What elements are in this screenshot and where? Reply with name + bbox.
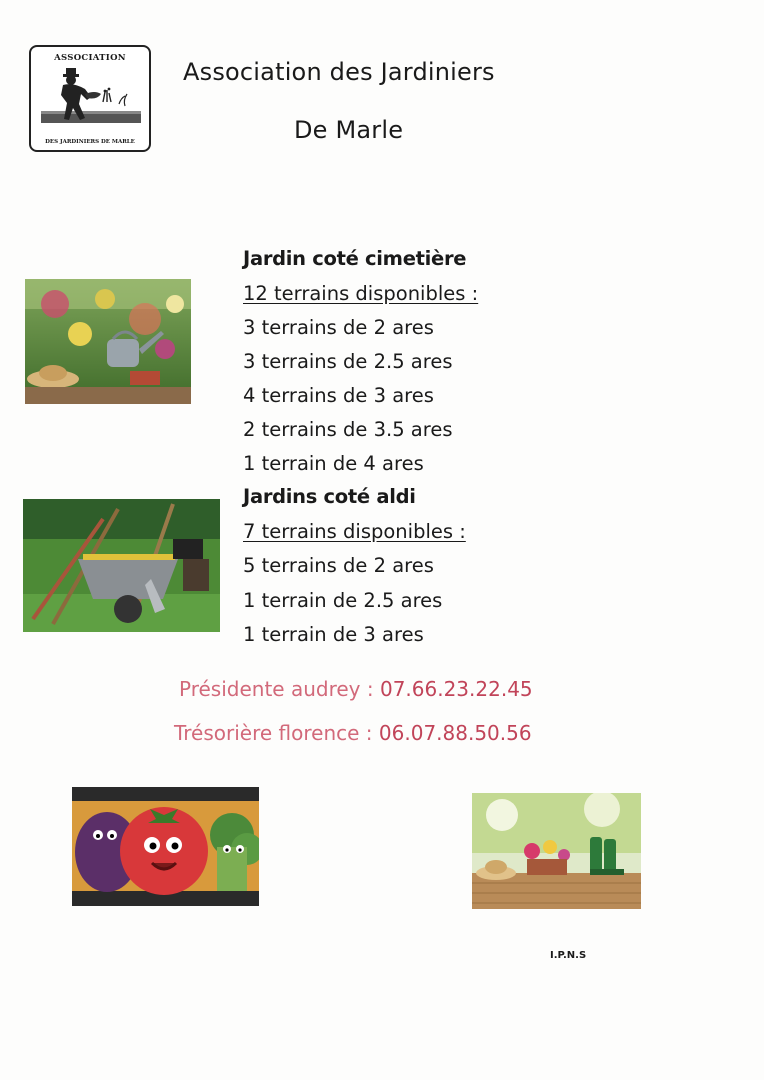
logo-bottom-text: DES JARDINIERS DE MARLE xyxy=(45,139,135,145)
cemetery-plot-item: 4 terrains de 3 ares xyxy=(243,384,434,407)
cemetery-garden-heading: Jardin coté cimetière xyxy=(243,247,467,270)
wheelbarrow-tools-photo xyxy=(23,499,220,632)
president-contact xyxy=(179,677,533,701)
gardener-silhouette-icon xyxy=(41,64,141,134)
aldi-plot-item: 5 terrains de 2 ares xyxy=(243,554,434,577)
president-phone: 07.66.23.22.45 xyxy=(379,677,533,701)
association-logo xyxy=(29,45,151,152)
cemetery-plot-item: 1 terrain de 4 ares xyxy=(243,452,424,475)
cemetery-plot-item: 2 terrains de 3.5 ares xyxy=(243,418,453,441)
cemetery-plot-item: 3 terrains de 2.5 ares xyxy=(243,350,453,373)
treasurer-phone: 06.07.88.50.56 xyxy=(378,721,532,745)
page-title-line-2: De Marle xyxy=(294,116,404,144)
cemetery-plot-item: 3 terrains de 2 ares xyxy=(243,316,434,339)
aldi-garden-heading: Jardins coté aldi xyxy=(243,485,416,508)
page-title-line-1: Association des Jardiniers xyxy=(183,58,495,86)
ipns-mention: I.P.N.S xyxy=(550,950,587,961)
treasurer-label: Trésorière florence : xyxy=(174,721,379,745)
cemetery-available-count: 12 terrains disponibles : xyxy=(243,282,479,305)
garden-flowers-photo xyxy=(25,279,191,404)
garden-boots-photo xyxy=(472,793,641,909)
logo-top-text: ASSOCIATION xyxy=(54,53,126,63)
aldi-plot-item: 1 terrain de 2.5 ares xyxy=(243,589,443,612)
president-label: Présidente audrey : xyxy=(179,677,380,701)
cartoon-vegetables-image xyxy=(72,787,259,906)
treasurer-contact xyxy=(174,721,532,745)
aldi-available-count: 7 terrains disponibles : xyxy=(243,520,466,543)
aldi-plot-item: 1 terrain de 3 ares xyxy=(243,623,424,646)
